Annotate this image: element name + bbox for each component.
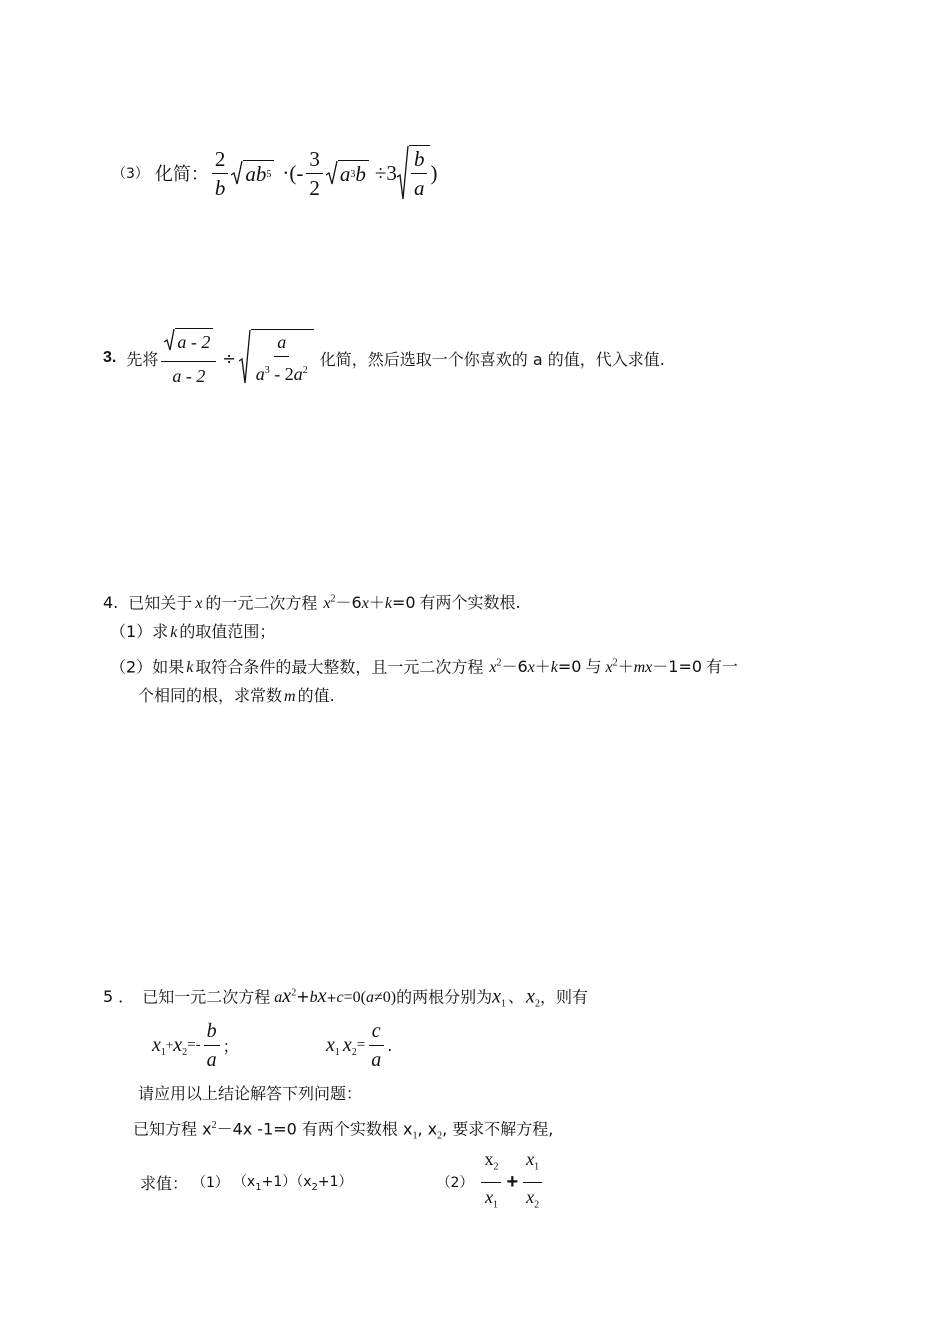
radical-b-over-a: $\frac{b}{a}$ xyxy=(397,145,431,201)
q4-stem: 4. 已知关于 x 的一元二次方程 $x^2-6x+k=0$ 有两个实数根. xyxy=(103,593,521,613)
q5-given: 已知方程 $x^2-4x$ -1=0 有两个实数根 $x_1$, $x_2$, 要求不解方程, xyxy=(133,1119,554,1142)
q3-suffix: 化简，然后选取一个你喜欢的 a 的值，代入求值. xyxy=(319,349,665,369)
q4-part-2-continued: 个相同的根，求常数 m 的值. xyxy=(138,686,335,705)
fraction-sqrt-a-2-over-a-2: $\frac{a - 2}{a - 2}$ xyxy=(161,328,216,388)
fraction-x2-over-x1: $\frac{x_2}{x_1}$ xyxy=(481,1147,501,1217)
radical-a-over-a3-2a2: $\frac{a}{a^3 - 2a^2}$ xyxy=(239,329,314,387)
divide-3: ÷3 xyxy=(374,160,397,185)
fraction-b-over-a: $\frac{b}{a}$ xyxy=(204,1019,220,1072)
fraction-x1-over-x2: $\frac{x_1}{x_2}$ xyxy=(523,1147,542,1217)
q4-number: 4. xyxy=(103,593,119,613)
fraction-c-over-a: $\frac{c}{a}$ xyxy=(368,1019,384,1072)
radical-a3b: a 3 b xyxy=(326,160,369,187)
radical-ab5: ab 5 xyxy=(231,160,274,187)
q5-sum-formula: x $_1$ + x $_2$ =- $\frac{b}{a}$ ； xyxy=(152,1019,239,1071)
q2-3-label: （3） xyxy=(112,166,149,182)
q2-3-instruction: 化简： xyxy=(154,164,209,185)
radical-a-minus-2: a - 2 xyxy=(164,328,213,354)
q4-part-2: （2）如果 k 取符合条件的最大整数，且一元二次方程 $x^2-6x+k=0$ 与 $x^2+mx-1=0$ 有一 xyxy=(110,657,739,677)
q5-instruction: 请应用以上结论解答下列问题： xyxy=(138,1084,363,1103)
close-paren: ) xyxy=(430,160,438,185)
q5-ask: 求值： xyxy=(140,1173,189,1193)
divide-sign: ÷ xyxy=(222,348,236,368)
q5-ask-row: 求值： （1） $(x_1+1)(x_2+1)$ （2） $\frac{x_2}{x_1}$ + $\frac{x_1}{x_2}$ xyxy=(140,1152,545,1212)
q2-3-row xyxy=(112,142,437,204)
q3-row xyxy=(103,328,665,388)
dot-open-paren: ·(- xyxy=(282,160,304,185)
fraction-2-over-b: $\frac{2}{b}$ xyxy=(212,147,229,200)
q3-prefix: 先将 xyxy=(126,349,159,369)
q5-part-1-expr: $(x_1+1)(x_2+1)$ xyxy=(232,1174,353,1193)
q3-number: 3. xyxy=(103,349,117,366)
q4-part-1: （1）求 k 的取值范围； xyxy=(110,622,276,641)
fraction-3-over-2: $\frac{3}{2}$ xyxy=(306,147,323,200)
q5-product-formula: x $_1$ x $_2$ = $\frac{c}{a}$ . xyxy=(326,1019,393,1071)
q5-stem: 5 ． 已知一元二次方程 $ax^2+bx+c=0(a\ne 0)$的两根分别为$x_1$ 、 $x_2$，则有 xyxy=(103,985,588,1010)
q5-number: 5 ． xyxy=(103,987,135,1007)
